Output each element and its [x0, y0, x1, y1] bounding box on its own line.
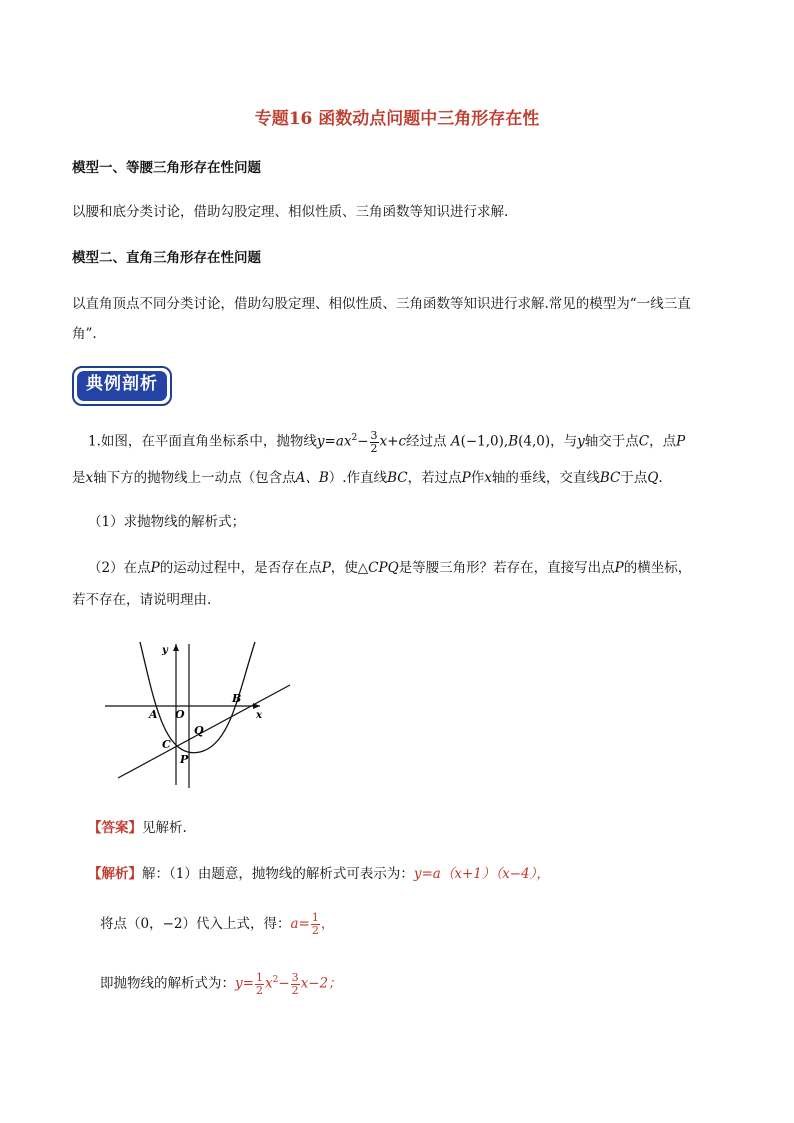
solution-equation: x	[264, 975, 273, 992]
problem-text: 轴交于点	[584, 433, 639, 450]
problem-text: ，使△	[330, 560, 369, 576]
solution-line3	[100, 970, 760, 997]
problem-text: ，若过点	[407, 470, 462, 486]
equation-part: y=ax	[316, 433, 352, 450]
point-label: P	[676, 433, 686, 450]
fraction-den: 2	[255, 983, 263, 997]
fraction	[255, 972, 264, 997]
solution-equation: a=	[290, 916, 310, 932]
point-label: P	[150, 560, 160, 576]
solution-tag: 【解析】	[88, 866, 142, 882]
problem-text: 于点	[620, 470, 648, 486]
parabola-figure	[100, 640, 300, 790]
question-1: （1）求抛物线的解析式；	[88, 514, 246, 530]
problem-text: 轴的垂线，交直线	[491, 470, 600, 486]
label-y: y	[162, 645, 168, 656]
fraction-num: 1	[311, 911, 319, 924]
point-label: C	[638, 433, 650, 450]
y-axis-arrow	[173, 644, 179, 651]
label-q: Q	[194, 724, 204, 737]
point-label: P	[321, 560, 331, 576]
problem-text: 是	[72, 470, 86, 486]
point-label: A、B	[295, 470, 329, 486]
problem-text: 经过点	[406, 433, 447, 450]
solution-equation: ，	[320, 916, 335, 932]
problem-text: （2）在点	[88, 560, 151, 576]
problem-text: 的运动过程中，是否存在点	[159, 560, 322, 576]
fraction-num: 1	[255, 970, 263, 984]
problem-text: ，点	[649, 433, 677, 450]
point-label: Q	[647, 470, 659, 486]
section-badge-label: 典例剖析	[77, 371, 167, 401]
fraction-den: 2	[311, 924, 319, 937]
problem-text: 轴下方的抛物线上一动点（包含点	[93, 470, 296, 486]
point-label: B	[508, 433, 519, 450]
fraction-num: 3	[370, 428, 378, 442]
problem-text: .	[658, 470, 663, 486]
question-2-line1	[88, 558, 738, 578]
problem-text: 作	[470, 470, 485, 486]
axis-label: x	[484, 470, 492, 486]
equation-minus: −	[278, 975, 290, 992]
problem-text: ）.作直线	[328, 470, 388, 486]
label-b: B	[232, 692, 242, 705]
solution-text: 即抛物线的解析式为：	[100, 975, 235, 992]
solution-line1	[88, 864, 748, 884]
label-p: P	[180, 753, 189, 766]
line-bc	[118, 685, 290, 778]
axis-label: y	[577, 433, 585, 450]
answer-text: 见解析.	[142, 820, 187, 836]
model2-heading: 模型二、直角三角形存在性问题	[72, 250, 261, 266]
label-x: x	[256, 710, 262, 721]
model2-text-line1: 以直角顶点不同分类讨论，借助勾股定理、相似性质、三角函数等知识进行求解.常见的模型为“一线三直	[72, 296, 691, 312]
label-a: A	[149, 708, 158, 721]
problem-text: 的横坐标，	[623, 560, 692, 576]
model1-heading: 模型一、等腰三角形存在性问题	[72, 160, 261, 176]
triangle-label: CPQ	[368, 560, 399, 576]
label-o: O	[175, 708, 185, 721]
answer-tag: 【答案】	[88, 820, 142, 836]
axis-label: x	[85, 470, 94, 486]
fraction-num: 3	[291, 970, 299, 984]
solution-text: 解：（1）由题意，抛物线的解析式可表示为：	[142, 866, 414, 882]
equation-minus: −	[357, 433, 369, 450]
section-badge	[72, 366, 172, 406]
equation-part: x+c	[379, 433, 407, 450]
problem-line1	[88, 428, 738, 455]
point-label: A	[450, 433, 461, 450]
coord: (−1,0),	[460, 433, 509, 450]
solution-equation: y=	[235, 975, 254, 992]
point-label: P	[614, 560, 624, 576]
fraction	[370, 430, 379, 455]
problem-line2	[72, 468, 732, 488]
answer-line	[88, 818, 748, 838]
page-title: 专题16 函数动点问题中三角形存在性	[254, 109, 540, 129]
fraction-den: 2	[370, 441, 378, 455]
label-c: C	[162, 738, 171, 751]
equation-sup: 2	[351, 433, 358, 443]
point-label: P	[461, 470, 471, 486]
coord: (4,0)，与	[518, 433, 578, 450]
model1-text: 以腰和底分类讨论，借助勾股定理、相似性质、三角函数等知识进行求解.	[72, 204, 509, 220]
solution-equation: x−2；	[300, 975, 342, 992]
fraction	[311, 912, 320, 937]
fraction	[291, 972, 300, 997]
solution-line2	[100, 912, 760, 937]
problem-text: 是等腰三角形？若存在，直接写出点	[398, 560, 615, 576]
solution-text: 将点（0，−2）代入上式，得：	[100, 916, 291, 932]
solution-equation: y=a（x+1）（x−4），	[413, 866, 550, 882]
line-label: BC	[599, 470, 621, 486]
question-2-line2: 若不存在，请说明理由.	[72, 592, 212, 608]
problem-text: 1.如图，在平面直角坐标系中，抛物线	[88, 433, 317, 450]
equation-sup: 2	[272, 975, 279, 985]
fraction-den: 2	[291, 983, 299, 997]
line-label: BC	[387, 470, 408, 486]
model2-text-line2: 角”.	[72, 326, 97, 342]
